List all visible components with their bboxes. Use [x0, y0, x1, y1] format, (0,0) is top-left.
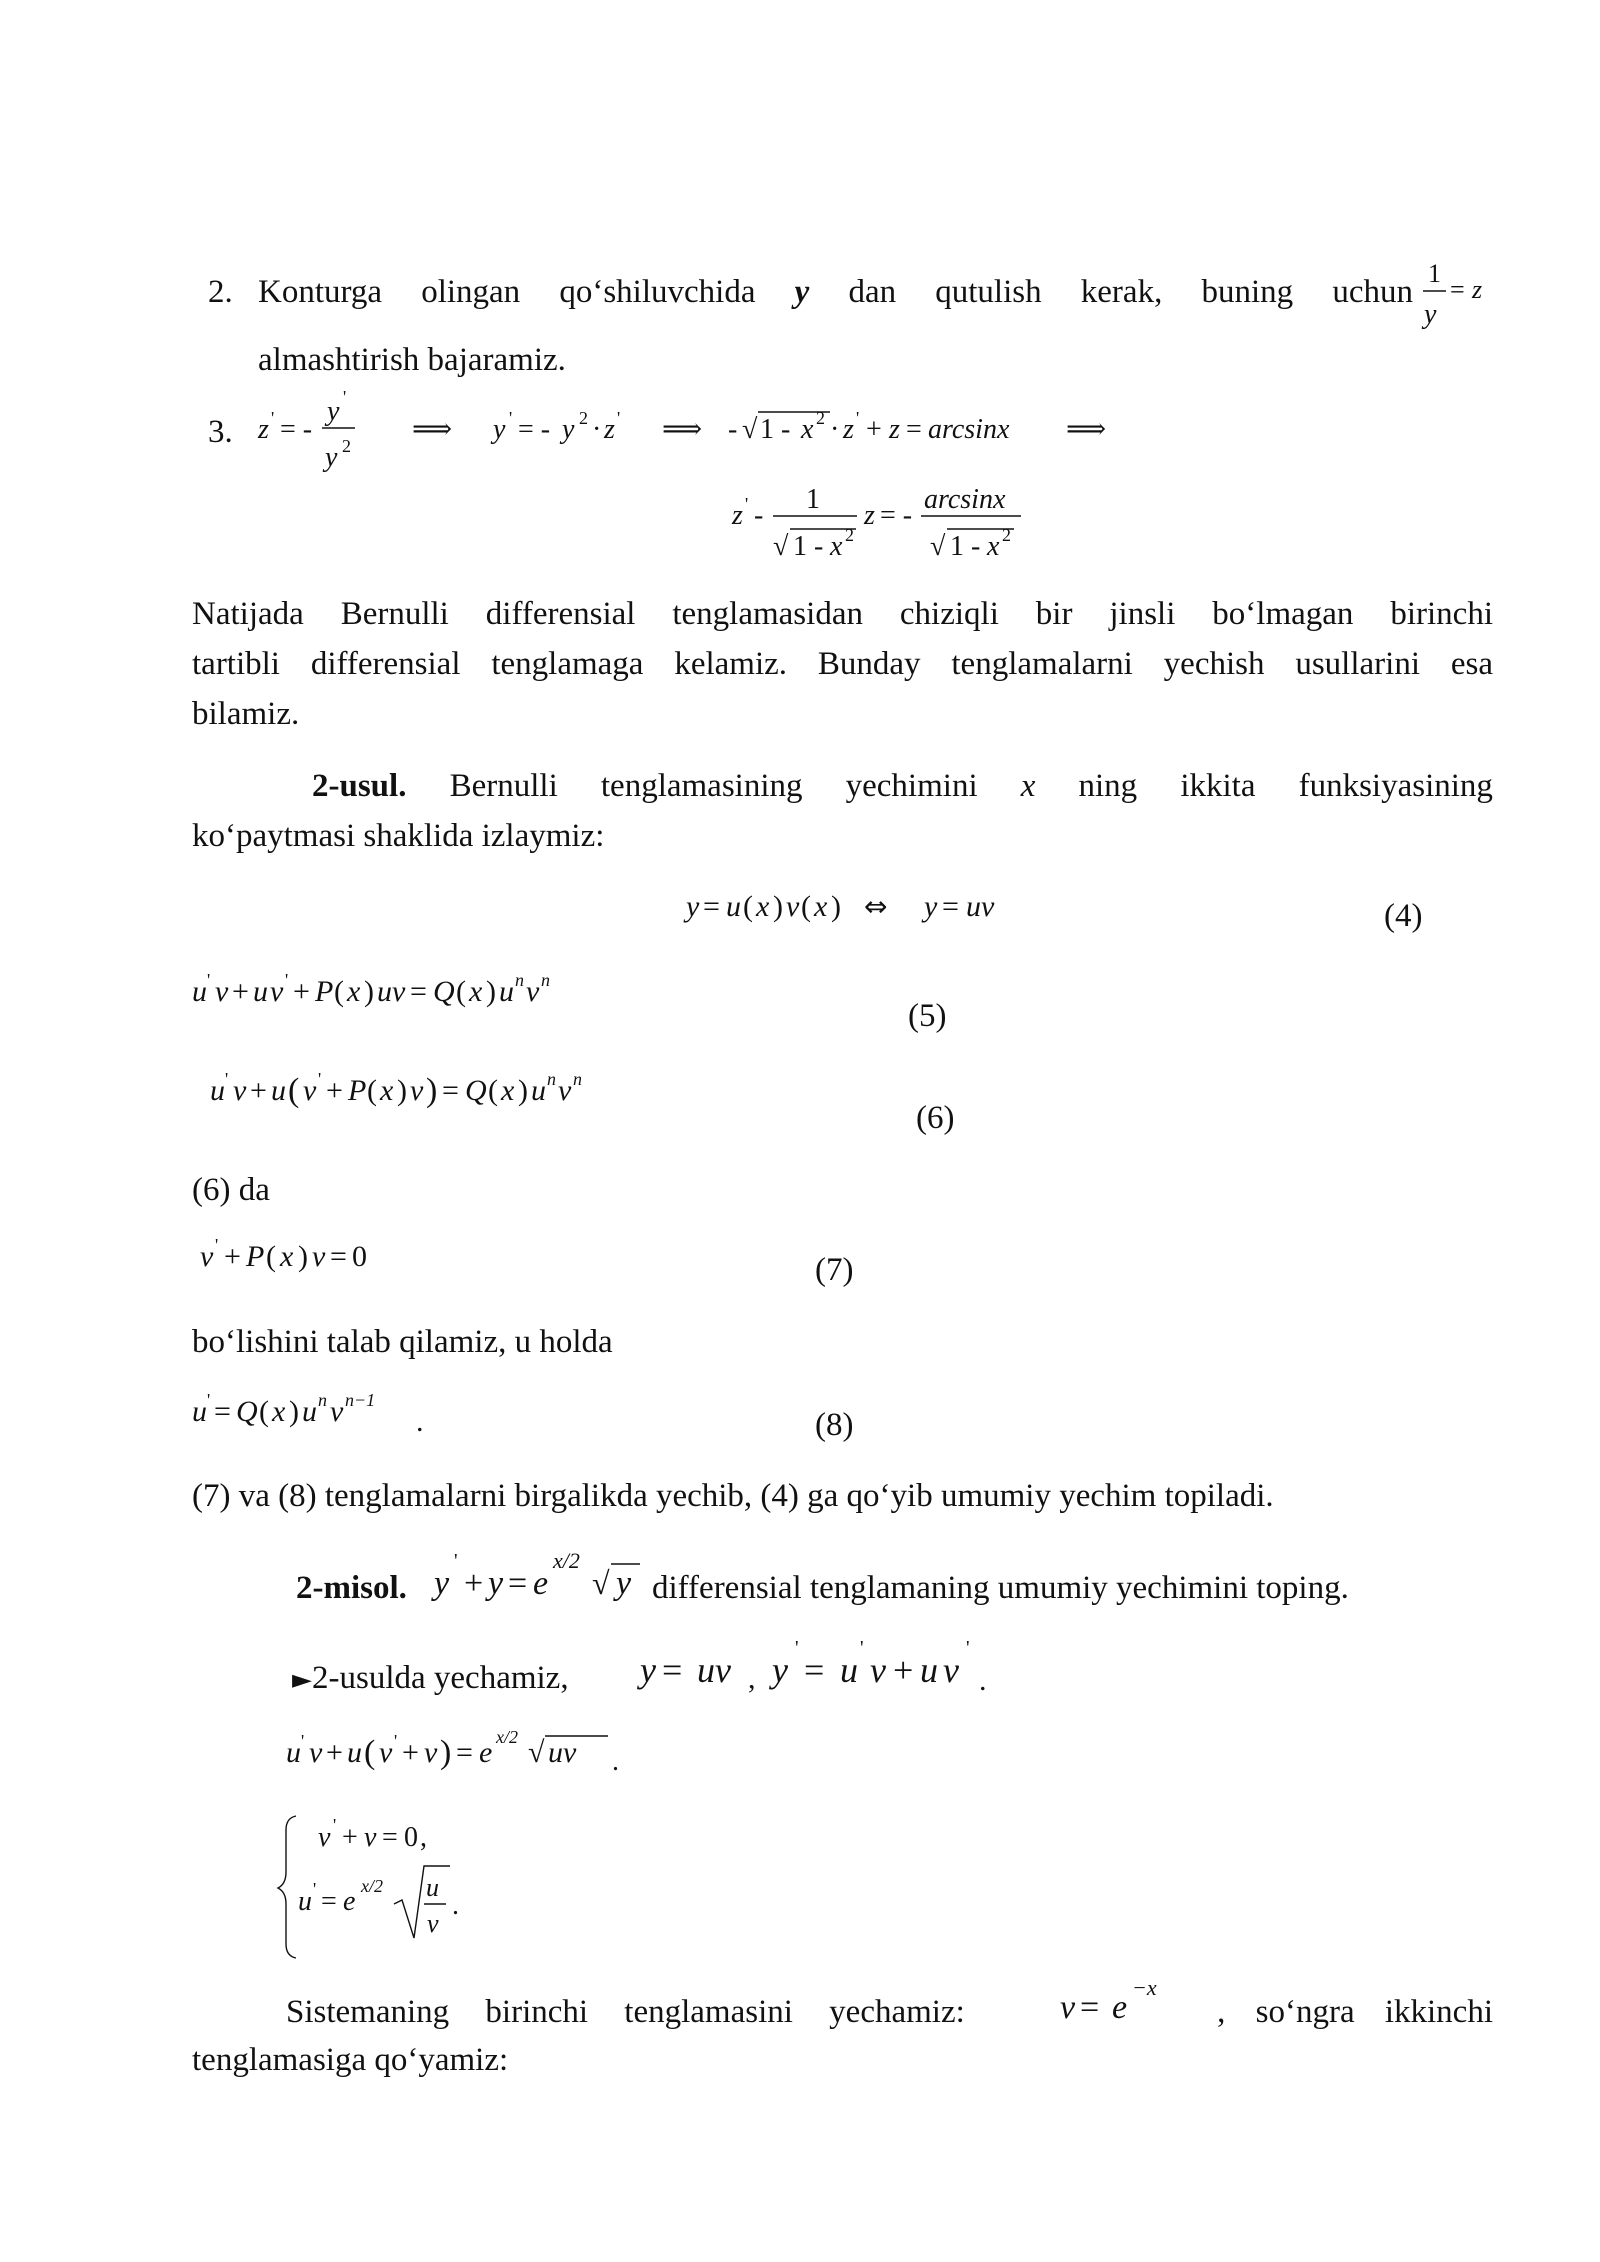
svg-text:P: P [315, 975, 334, 1008]
svg-text:+: + [893, 1650, 914, 1690]
equation-8 [192, 1390, 424, 1438]
svg-text:2: 2 [816, 408, 825, 428]
svg-text:v: v [233, 1074, 247, 1107]
svg-text:v: v [215, 975, 229, 1008]
svg-text:,: , [420, 1822, 427, 1853]
svg-text:P: P [246, 1240, 265, 1273]
svg-text:': ' [745, 494, 749, 514]
svg-text:x: x [469, 975, 483, 1008]
equation-number-4: (4) [1384, 898, 1423, 934]
svg-text:=: = [214, 1395, 231, 1428]
svg-text:y: y [924, 890, 938, 923]
word: Konturga [258, 274, 383, 310]
svg-text:): ) [397, 1074, 407, 1107]
svg-text:=: = [1080, 1989, 1100, 2026]
svg-text:z: z [258, 414, 269, 445]
svg-text:uv: uv [697, 1650, 731, 1690]
svg-text:+: + [326, 1736, 343, 1769]
svg-text:v: v [312, 1240, 326, 1273]
word: dan [848, 274, 897, 310]
word-variable-y: y [794, 274, 810, 310]
word: funksiyasining [1298, 768, 1493, 804]
svg-text:u: u [531, 1074, 546, 1107]
svg-text:u: u [347, 1736, 362, 1769]
svg-text:': ' [343, 387, 347, 407]
item-2-number: 2. [208, 274, 233, 310]
svg-text:u: u [298, 1886, 312, 1917]
svg-text:+: + [464, 1565, 484, 1602]
svg-text:x: x [280, 1240, 294, 1273]
svg-text:0: 0 [404, 1822, 418, 1853]
svg-text:v: v [379, 1736, 393, 1769]
svg-text:e: e [343, 1886, 356, 1917]
svg-text:v: v [1060, 1989, 1076, 2026]
equation-number-6: (6) [916, 1100, 955, 1136]
svg-text:': ' [617, 408, 621, 428]
svg-text:+: + [224, 1240, 241, 1273]
svg-text:+: + [866, 414, 882, 445]
svg-text:P: P [348, 1074, 367, 1107]
equation-system [278, 1815, 459, 1958]
svg-text:y: y [434, 1565, 450, 1602]
svg-text:': ' [966, 1637, 970, 1659]
svg-text:z: z [864, 500, 875, 531]
svg-text:.: . [612, 1746, 619, 1777]
svg-text:2: 2 [342, 436, 351, 456]
svg-text:2: 2 [845, 525, 854, 545]
word: olingan [421, 274, 521, 310]
svg-text:': ' [225, 1069, 229, 1089]
triangle-marker-icon: ► [292, 1665, 312, 1695]
svg-text:+: + [293, 975, 310, 1008]
svg-text:⟹: ⟹ [662, 414, 703, 445]
svg-text:= -: = - [880, 500, 913, 531]
svg-text:n−1: n−1 [345, 1390, 376, 1410]
solution-formula [637, 1637, 987, 1697]
word: ning [1078, 768, 1138, 804]
svg-text:u: u [210, 1074, 225, 1107]
svg-text:v: v [786, 890, 800, 923]
equation-6 [210, 1069, 582, 1109]
svg-text:√: √ [773, 531, 789, 562]
word: Bernulli [449, 768, 558, 804]
svg-text:x: x [814, 890, 828, 923]
svg-text:x: x [272, 1395, 286, 1428]
item-3-number: 3. [208, 414, 233, 450]
svg-text:y: y [616, 1565, 632, 1602]
svg-text:v: v [318, 1822, 331, 1853]
svg-text:': ' [207, 1390, 211, 1410]
svg-text:u: u [253, 975, 268, 1008]
svg-text:): ) [364, 975, 374, 1008]
svg-text:·: · [830, 414, 840, 445]
svg-text:v: v [309, 1736, 323, 1769]
svg-text:': ' [207, 970, 211, 990]
svg-text:(: ( [259, 1395, 269, 1428]
svg-text:): ) [831, 890, 841, 923]
word: yechimini [845, 768, 978, 804]
svg-text:n: n [515, 970, 524, 990]
word: uchun [1332, 274, 1413, 310]
svg-text:v: v [364, 1822, 377, 1853]
svg-text:arcsinx: arcsinx [928, 414, 1010, 445]
svg-text:⟹: ⟹ [1066, 414, 1107, 445]
svg-text:v: v [870, 1650, 886, 1690]
svg-text:1 -: 1 - [950, 531, 981, 562]
svg-text:=: = [508, 1565, 528, 1602]
svg-text:n: n [573, 1069, 582, 1089]
word: tenglamasining [600, 768, 803, 804]
svg-text:': ' [795, 1637, 799, 1659]
svg-text:uv: uv [966, 890, 995, 923]
svg-text:= -: = - [280, 414, 313, 445]
example-2-label: 2-misol. [296, 1570, 407, 1606]
svg-text:(: ( [801, 890, 811, 923]
svg-text:⇔: ⇔ [864, 890, 888, 923]
svg-text:=: = [321, 1886, 337, 1917]
svg-text:': ' [509, 408, 513, 428]
word: kerak, [1080, 274, 1163, 310]
word: buning [1201, 274, 1294, 310]
svg-text:': ' [215, 1235, 219, 1255]
svg-text:uv: uv [548, 1736, 577, 1769]
svg-text:=: = [703, 890, 720, 923]
svg-text:1 -: 1 - [793, 531, 824, 562]
svg-text:e: e [533, 1565, 549, 1602]
svg-text:': ' [301, 1731, 305, 1751]
svg-text:': ' [318, 1069, 322, 1089]
svg-text:.: . [416, 1405, 424, 1438]
svg-text:x/2: x/2 [496, 1727, 518, 1747]
svg-text:): ) [518, 1074, 528, 1107]
svg-text:': ' [856, 408, 860, 428]
svg-text:y: y [327, 396, 340, 427]
svg-text:x: x [347, 975, 361, 1008]
svg-text:v: v [410, 1074, 424, 1107]
sistemaning-text: Sistemaning birinchi tenglamasini yechamiz: [286, 1994, 965, 2030]
svg-text:z: z [1472, 275, 1483, 304]
svg-text:=: = [382, 1822, 398, 1853]
svg-text:u: u [192, 1395, 207, 1428]
svg-text:√: √ [592, 1565, 610, 1601]
svg-text:v: v [943, 1650, 959, 1690]
natijada-line-2: tartibli differensial tenglamaga kelamiz. Bunday tenglamalarni yechish usullarini esa [192, 646, 1493, 682]
svg-text:': ' [394, 1731, 398, 1751]
svg-text:x: x [380, 1074, 394, 1107]
svg-text:u: u [426, 1873, 439, 1902]
svg-text:y: y [488, 1565, 504, 1602]
svg-text:): ) [773, 890, 783, 923]
example-2-text: differensial tenglamaning umumiy yechimini toping. [652, 1570, 1349, 1606]
svg-text:+: + [402, 1736, 419, 1769]
svg-text:n: n [541, 970, 550, 990]
svg-text:': ' [860, 1637, 864, 1659]
word: qutulish [935, 274, 1042, 310]
svg-text:y: y [1424, 299, 1437, 330]
svg-text:): ) [298, 1240, 308, 1273]
svg-text:u: u [499, 975, 514, 1008]
svg-text:√: √ [930, 531, 946, 562]
text-7-va-8: (7) va (8) tenglamalarni birgalikda yechib, (4) ga qo‘yib umumiy yechim topiladi. [192, 1478, 1274, 1514]
svg-text:= -: = - [518, 414, 551, 445]
svg-text:y: y [640, 1650, 656, 1690]
svg-text:x/2: x/2 [553, 1548, 580, 1573]
substitution-equation [286, 1727, 619, 1777]
formula-item3-line2 [731, 484, 1021, 562]
svg-text:(: ( [334, 975, 344, 1008]
item-2-line-2: almashtirish bajaramiz. [258, 342, 566, 378]
svg-text:x: x [830, 531, 843, 562]
svg-text:√: √ [528, 1736, 545, 1769]
svg-text:,: , [748, 1662, 756, 1695]
svg-text:z: z [889, 414, 900, 445]
substitution-formula [1421, 259, 1482, 330]
svg-text:=: = [330, 1240, 347, 1273]
svg-text:y: y [772, 1650, 788, 1690]
svg-text:=: = [442, 1074, 459, 1107]
svg-text:v: v [330, 1395, 344, 1428]
svg-text:v: v [427, 1909, 439, 1938]
svg-text:-: - [728, 414, 738, 445]
method-2-line-2: ko‘paytmasi shaklida izlaymiz: [192, 818, 605, 854]
svg-text:(: ( [743, 890, 753, 923]
svg-text:v: v [200, 1240, 214, 1273]
svg-text:u: u [920, 1650, 938, 1690]
svg-text:=: = [456, 1736, 473, 1769]
svg-text:y: y [686, 890, 700, 923]
word-variable-x: x [1020, 768, 1036, 804]
svg-text:Q: Q [433, 975, 455, 1008]
svg-text:': ' [333, 1815, 337, 1835]
svg-text:): ) [440, 1734, 452, 1771]
svg-text:√: √ [742, 414, 758, 445]
svg-text:n: n [547, 1069, 556, 1089]
svg-text:v: v [526, 975, 540, 1008]
equation-number-5: (5) [908, 998, 947, 1034]
svg-text:): ) [426, 1072, 438, 1109]
svg-text:=: = [906, 414, 922, 445]
svg-text:(: ( [456, 975, 466, 1008]
svg-text:x: x [501, 1074, 515, 1107]
svg-text:v: v [303, 1074, 317, 1107]
system-brace [278, 1816, 296, 1958]
svg-text:=: = [942, 890, 959, 923]
equation-number-8: (8) [815, 1407, 854, 1443]
svg-text:Q: Q [236, 1395, 258, 1428]
svg-text:⟹: ⟹ [412, 414, 453, 445]
svg-text:−x: −x [1132, 1975, 1157, 2000]
svg-text:arcsinx: arcsinx [924, 484, 1006, 515]
svg-text:+: + [232, 975, 249, 1008]
svg-text:v: v [424, 1736, 438, 1769]
svg-text:x: x [756, 890, 770, 923]
svg-text:2: 2 [1002, 525, 1011, 545]
word: ikkita [1180, 768, 1256, 804]
svg-text:(: ( [367, 1074, 377, 1107]
svg-text:u: u [302, 1395, 317, 1428]
svg-text:=: = [410, 975, 427, 1008]
svg-text:': ' [271, 408, 275, 428]
svg-text:-: - [754, 500, 764, 531]
svg-text:.: . [979, 1664, 987, 1697]
svg-text:(: ( [288, 1072, 300, 1109]
equation-4 [683, 890, 995, 923]
svg-text:=: = [804, 1650, 825, 1690]
equation-7 [200, 1235, 367, 1273]
svg-text:0: 0 [352, 1240, 367, 1273]
svg-text:u: u [271, 1074, 286, 1107]
svg-text:Q: Q [465, 1074, 487, 1107]
svg-text:x: x [801, 414, 814, 445]
svg-text:(: ( [364, 1734, 376, 1771]
svg-text:uv: uv [377, 975, 406, 1008]
method-2-title: 2-usul. [312, 768, 407, 804]
svg-text:+: + [342, 1822, 358, 1853]
equation-number-7: (7) [815, 1252, 854, 1288]
svg-text:2: 2 [579, 408, 588, 428]
svg-text:u: u [192, 975, 207, 1008]
svg-text:': ' [454, 1550, 458, 1572]
natijada-line-1: Natijada Bernulli differensial tenglamasidan chiziqli bir jinsli bo‘lmagan birinchi [192, 596, 1493, 632]
svg-text:x/2: x/2 [361, 1876, 383, 1896]
svg-text:1: 1 [1428, 259, 1441, 288]
svg-text:(: ( [488, 1074, 498, 1107]
svg-text:): ) [289, 1395, 299, 1428]
svg-text:n: n [318, 1390, 327, 1410]
svg-text:u: u [726, 890, 741, 923]
svg-text:.: . [452, 1890, 459, 1921]
svg-text:1 -: 1 - [760, 414, 791, 445]
svg-text:x: x [987, 531, 1000, 562]
sistemaning-line-2: tenglamasiga qo‘yamiz: [192, 2042, 509, 2078]
equation-5 [192, 970, 550, 1008]
svg-text:z: z [604, 414, 615, 445]
svg-text:z: z [843, 414, 854, 445]
svg-text:v: v [270, 975, 284, 1008]
svg-text:z: z [732, 500, 743, 531]
svg-text:e: e [479, 1736, 493, 1769]
svg-text:u: u [840, 1650, 858, 1690]
svg-text:·: · [592, 414, 602, 445]
solution-text: 2-usulda yechamiz, [312, 1660, 569, 1696]
svg-text:u: u [286, 1736, 301, 1769]
svg-text:v: v [558, 1074, 572, 1107]
svg-text:+: + [250, 1074, 267, 1107]
text-bolishini: bo‘lishini talab qilamiz, u holda [192, 1324, 613, 1360]
svg-text:e: e [1112, 1989, 1128, 2026]
svg-text:): ) [486, 975, 496, 1008]
svg-text:': ' [285, 970, 289, 990]
sistemaning-formula [1060, 1975, 1157, 2026]
natijada-line-3: bilamiz. [192, 696, 300, 732]
svg-text:1: 1 [806, 484, 820, 515]
svg-text:(: ( [266, 1240, 276, 1273]
sistemaning-after: , so‘ngra ikkinchi [1217, 1994, 1493, 2030]
text-6-da: (6) da [192, 1172, 270, 1208]
svg-text:+: + [326, 1074, 343, 1107]
svg-text:y: y [562, 414, 575, 445]
svg-text:y: y [325, 442, 338, 473]
svg-text:=: = [1450, 275, 1465, 304]
formula-item3-line1 [257, 387, 1106, 473]
svg-text:=: = [662, 1650, 683, 1690]
svg-text:y: y [493, 414, 506, 445]
example-2-equation [431, 1548, 640, 1602]
svg-text:': ' [313, 1879, 317, 1899]
word: qo‘shiluvchida [559, 274, 756, 310]
